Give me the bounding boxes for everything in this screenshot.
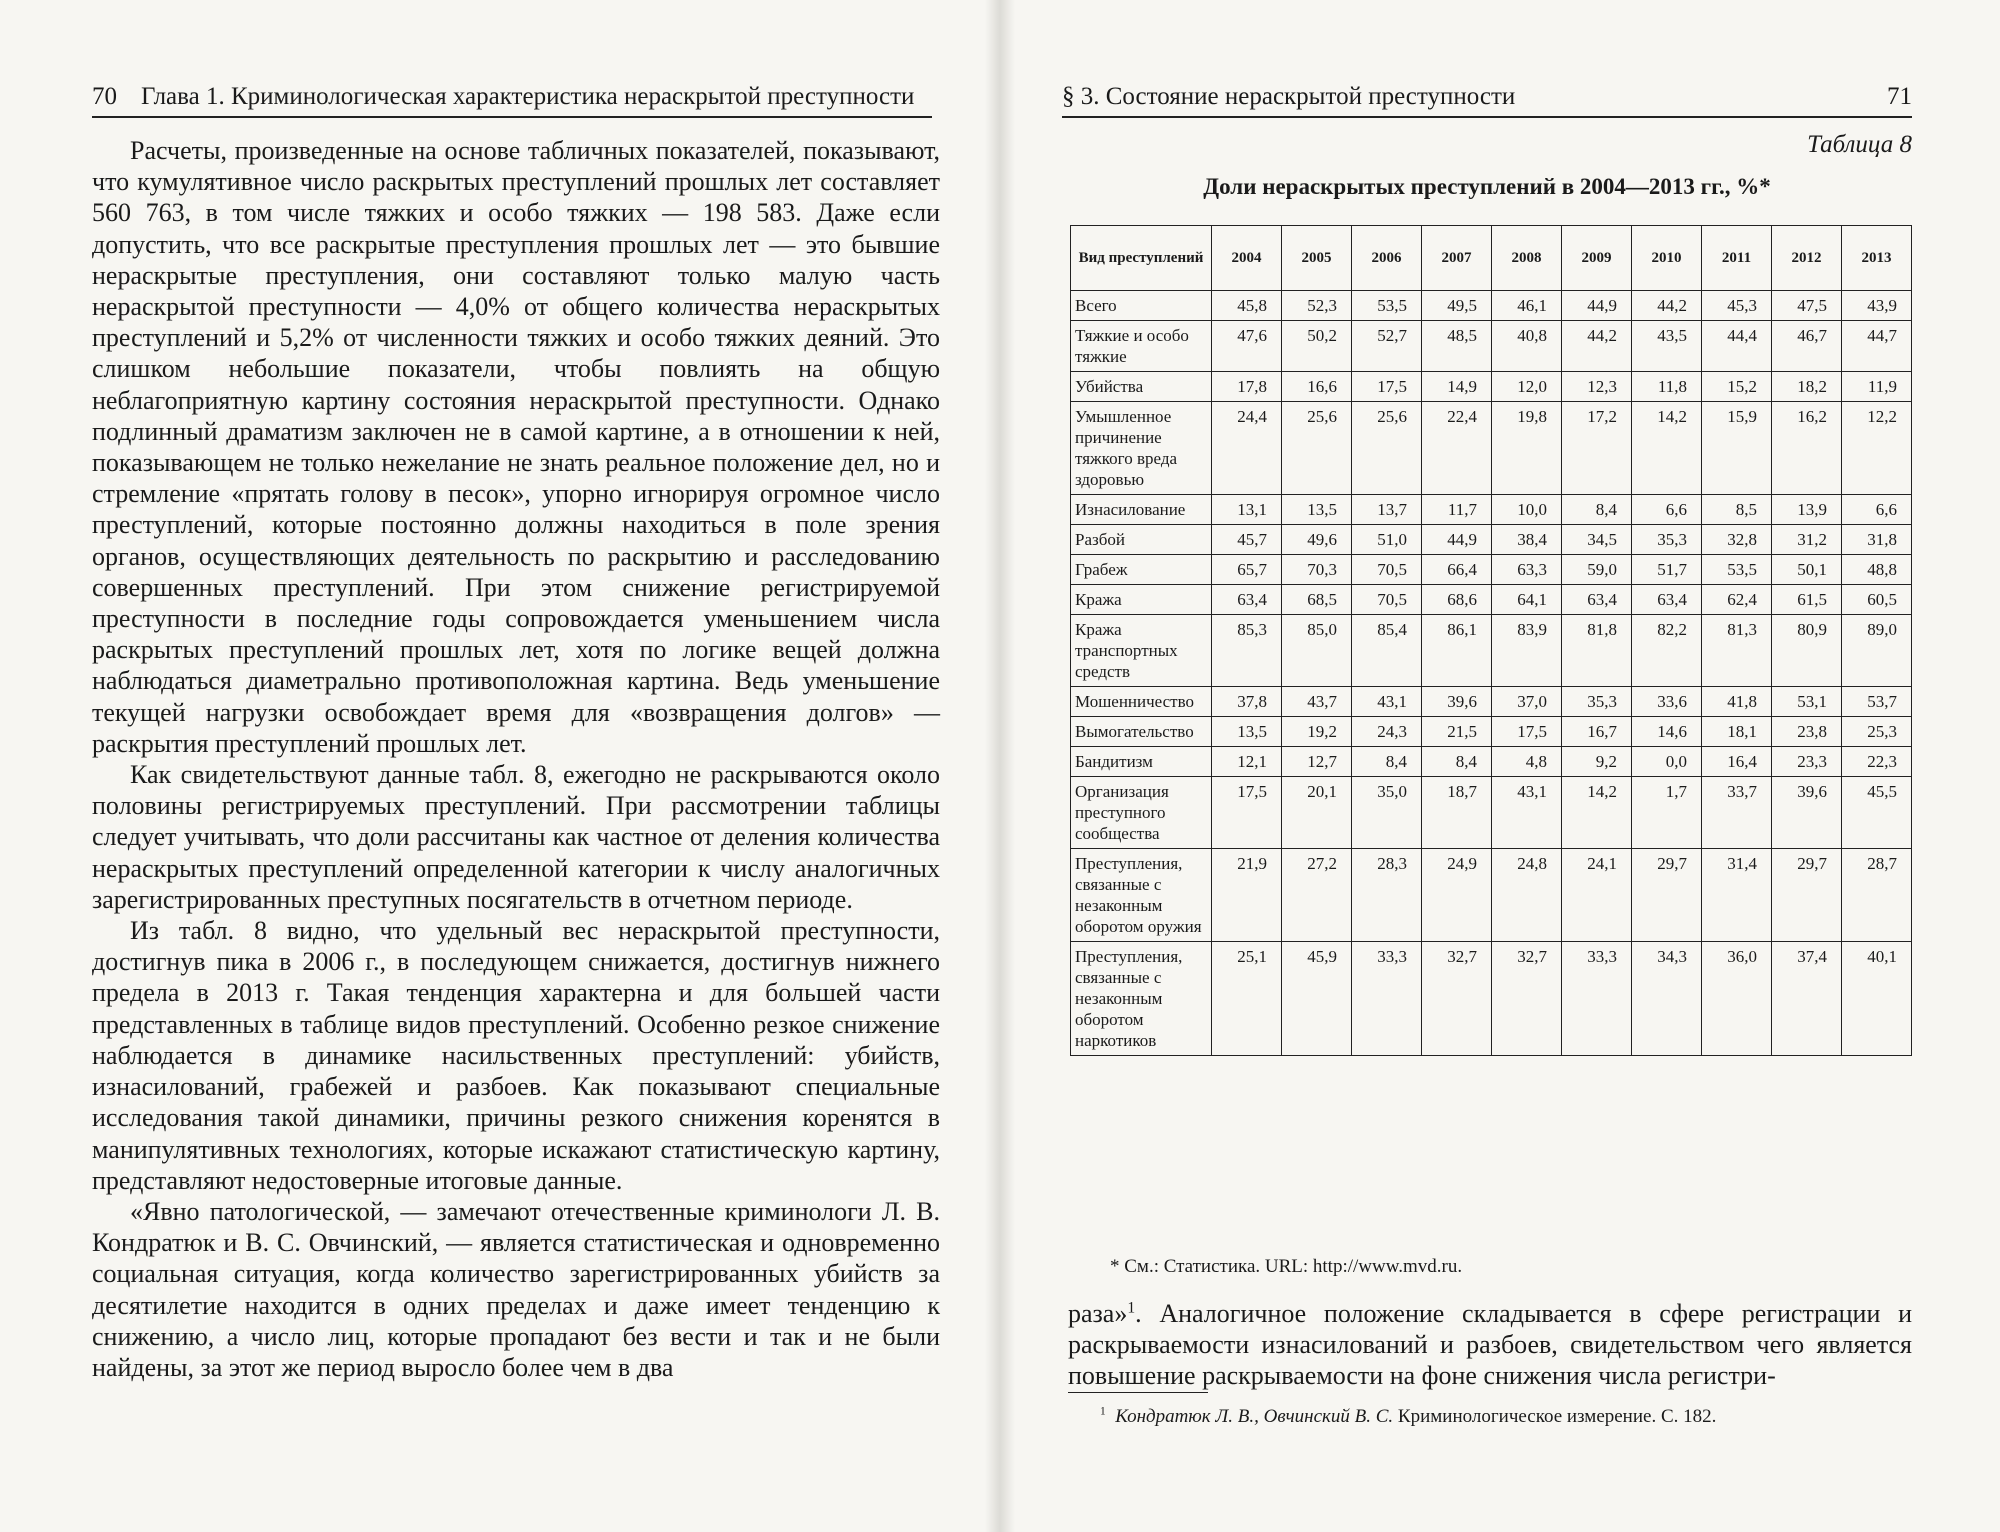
row-category: Тяжкие и особо тяжкие [1071,321,1212,372]
table-cell: 17,5 [1492,717,1562,747]
table-cell: 17,5 [1212,777,1282,849]
row-category: Организация преступного сообщества [1071,777,1212,849]
table-row [1071,585,1912,615]
table-cell: 13,1 [1212,495,1282,525]
left-page-number: 70 [92,83,117,110]
table-cell: 6,6 [1842,495,1912,525]
table-cell: 53,5 [1352,291,1422,321]
column-header: 2006 [1352,226,1422,291]
column-header: 2011 [1702,226,1772,291]
table-cell: 14,2 [1562,777,1632,849]
table-cell: 17,8 [1212,372,1282,402]
table-cell: 22,3 [1842,747,1912,777]
table-cell: 48,8 [1842,555,1912,585]
table-cell: 37,8 [1212,687,1282,717]
table-cell: 13,5 [1282,495,1352,525]
row-category: Умышленное причинение тяжкого вреда здоровью [1071,402,1212,495]
table-cell: 33,3 [1352,942,1422,1056]
table-cell: 15,9 [1702,402,1772,495]
paragraph [1068,1298,1912,1392]
table-cell: 11,9 [1842,372,1912,402]
paragraph: Из табл. 8 видно, что удельный вес нераскрытой преступности, достигнув пика в 2006 г., в последующем снижается, достигнув нижнего предела в 2013 г. Такая тенденция характерна и для большей части представленных в таблице видов преступлений. Особенно резкое снижение наблюдается в динамике насильственных преступлений: убийств, изнасилований, грабежей и разбоев. Как показывают специальные исследования такой динамики, причины резкого снижения коренятся в манипулятивных технологиях, которые искажают статистическую картину, представляют недостоверные итоговые данные. [92,916,940,1195]
table-cell: 44,9 [1422,525,1492,555]
table-cell: 43,5 [1632,321,1702,372]
table-cell: 32,8 [1702,525,1772,555]
table-cell: 16,7 [1562,717,1632,747]
table-cell: 1,7 [1632,777,1702,849]
table-cell: 34,3 [1632,942,1702,1056]
row-category: Разбой [1071,525,1212,555]
continuation-text: раза» [1068,1299,1128,1328]
table-cell: 80,9 [1772,615,1842,687]
row-category: Кража транспортных средств [1071,615,1212,687]
table-cell: 8,4 [1422,747,1492,777]
table-cell: 24,4 [1212,402,1282,495]
table-row [1071,402,1912,495]
row-category: Бандитизм [1071,747,1212,777]
table-cell: 63,4 [1562,585,1632,615]
right-page-number: 71 [1887,83,1912,110]
table-cell: 19,8 [1492,402,1562,495]
table-cell: 45,5 [1842,777,1912,849]
table-cell: 40,1 [1842,942,1912,1056]
table-cell: 28,3 [1352,849,1422,942]
row-category: Преступления, связанные с незаконным оборотом наркотиков [1071,942,1212,1056]
table-cell: 45,8 [1212,291,1282,321]
table-cell: 34,5 [1562,525,1632,555]
table-cell: 21,9 [1212,849,1282,942]
table-cell: 44,2 [1632,291,1702,321]
chapter-title: Глава 1. Криминологическая характеристика нераскрытой преступности [141,83,915,110]
column-header: 2008 [1492,226,1562,291]
table-cell: 25,3 [1842,717,1912,747]
row-category: Вымогательство [1071,717,1212,747]
table-cell: 38,4 [1492,525,1562,555]
table-cell: 50,1 [1772,555,1842,585]
table-cell: 14,9 [1422,372,1492,402]
table-cell: 52,7 [1352,321,1422,372]
table-cell: 85,4 [1352,615,1422,687]
table-cell: 81,3 [1702,615,1772,687]
table-row [1071,291,1912,321]
table-body [1071,291,1912,1056]
table-cell: 59,0 [1562,555,1632,585]
table-cell: 45,7 [1212,525,1282,555]
table-cell: 82,2 [1632,615,1702,687]
column-header: 2005 [1282,226,1352,291]
table-cell: 81,8 [1562,615,1632,687]
table-cell: 49,6 [1282,525,1352,555]
table-cell: 40,8 [1492,321,1562,372]
column-header: 2007 [1422,226,1492,291]
table-cell: 41,8 [1702,687,1772,717]
continuation-rest: . Аналогичное положение складывается в сфере регистрации и раскрываемости изнасилований и разбоев, свидетельством чего является повышение раскрываемости на фоне снижения числа регистри- [1068,1299,1912,1391]
table-cell: 32,7 [1492,942,1562,1056]
table-row [1071,372,1912,402]
table-cell: 63,4 [1212,585,1282,615]
row-category: Мошенничество [1071,687,1212,717]
table-cell: 45,3 [1702,291,1772,321]
table-cell: 70,3 [1282,555,1352,585]
table-cell: 29,7 [1632,849,1702,942]
table-cell: 39,6 [1422,687,1492,717]
table-cell: 89,0 [1842,615,1912,687]
row-category: Преступления, связанные с незаконным оборотом оружия [1071,849,1212,942]
footnote-authors: Кондратюк Л. В., Овчинский В. С. [1115,1406,1394,1427]
table-cell: 51,7 [1632,555,1702,585]
table-cell: 13,5 [1212,717,1282,747]
table-cell: 12,2 [1842,402,1912,495]
table-cell: 35,0 [1352,777,1422,849]
table-header-row [1071,226,1912,291]
footnote-divider [1068,1392,1208,1393]
table-cell: 16,4 [1702,747,1772,777]
table-cell: 25,6 [1282,402,1352,495]
footnote-marker: 1 [1100,1405,1106,1418]
column-header: 2012 [1772,226,1842,291]
row-category: Убийства [1071,372,1212,402]
table-cell: 33,3 [1562,942,1632,1056]
table-label: Таблица 8 [1807,131,1912,158]
table-cell: 12,1 [1212,747,1282,777]
table-cell: 13,9 [1772,495,1842,525]
table-cell: 66,4 [1422,555,1492,585]
table-cell: 43,1 [1352,687,1422,717]
column-header: 2009 [1562,226,1632,291]
footnote [1100,1405,1912,1429]
paragraph: Расчеты, произведенные на основе табличных показателей, показывают, что кумулятивное число раскрытых преступлений прошлых лет составляет 560 763, в том числе тяжких и особо тяжких — 198 583. Даже если допустить, что все раскрытые преступления прошлых лет — это бывшие нераскрытые преступления, они составляют только малую часть нераскрытой преступности — 4,0% от общего количества нераскрытых преступлений и 5,2% от численности тяжких и особо тяжких деяний. Это слишком небольшие показатели, чтобы повлиять на общую неблагоприятную картину состояния нераскрытой преступности. Однако подлинный драматизм заключен не в самой картине, а в отношении к ней, показывающем не только нежелание не знать реальное положение дел, но и стремление «прятать голову в песок», упорно игнорируя огромное число преступлений, которые постоянно должны находиться в поле зрения органов, осуществляющих деятельность по раскрытию и расследованию совершенных преступлений. При этом снижение регистрируемой преступности в последние годы сопровождается уменьшением числа раскрытых преступлений прошлых лет, хотя по логике вещей должна наблюдаться диаметрально противоположная картина. Ведь уменьшение текущей нагрузки освобождает время для «возвращения долгов» — раскрытия преступлений прошлых лет. [92,136,940,758]
table-cell: 25,6 [1352,402,1422,495]
table-cell: 23,3 [1772,747,1842,777]
table-row [1071,942,1912,1056]
row-category: Всего [1071,291,1212,321]
table-cell: 43,9 [1842,291,1912,321]
table-cell: 31,2 [1772,525,1842,555]
table-cell: 63,4 [1632,585,1702,615]
table-cell: 35,3 [1562,687,1632,717]
table-cell: 86,1 [1422,615,1492,687]
table-cell: 31,4 [1702,849,1772,942]
table-cell: 68,5 [1282,585,1352,615]
table-cell: 29,7 [1772,849,1842,942]
table-cell: 43,1 [1492,777,1562,849]
table-cell: 51,0 [1352,525,1422,555]
table-source-note: * См.: Статистика. URL: http://www.mvd.ru. [1110,1256,1463,1277]
table-cell: 13,7 [1352,495,1422,525]
table-cell: 61,5 [1772,585,1842,615]
table-cell: 46,7 [1772,321,1842,372]
table-cell: 35,3 [1632,525,1702,555]
row-category: Грабеж [1071,555,1212,585]
table-cell: 36,0 [1702,942,1772,1056]
table-cell: 4,8 [1492,747,1562,777]
table-cell: 16,2 [1772,402,1842,495]
table-cell: 24,8 [1492,849,1562,942]
table-cell: 16,6 [1282,372,1352,402]
table-cell: 52,3 [1282,291,1352,321]
table-cell: 0,0 [1632,747,1702,777]
table-cell: 17,5 [1352,372,1422,402]
table-cell: 22,4 [1422,402,1492,495]
table-cell: 17,2 [1562,402,1632,495]
table-cell: 85,0 [1282,615,1352,687]
table-cell: 50,2 [1282,321,1352,372]
column-header: 2013 [1842,226,1912,291]
section-title: § 3. Состояние нераскрытой преступности [1062,83,1516,110]
table-cell: 18,2 [1772,372,1842,402]
left-body-text [92,135,940,1383]
table-cell: 63,3 [1492,555,1562,585]
table-cell: 49,5 [1422,291,1492,321]
crime-stats-table [1070,225,1912,1056]
table-cell: 14,2 [1632,402,1702,495]
table-cell: 60,5 [1842,585,1912,615]
table-cell: 47,6 [1212,321,1282,372]
table-cell: 23,8 [1772,717,1842,747]
table-cell: 31,8 [1842,525,1912,555]
table-cell: 32,7 [1422,942,1492,1056]
left-running-head [92,82,932,118]
table-row [1071,777,1912,849]
table-row [1071,615,1912,687]
table-row [1071,525,1912,555]
table-cell: 8,4 [1352,747,1422,777]
table-cell: 25,1 [1212,942,1282,1056]
table-cell: 70,5 [1352,555,1422,585]
table-cell: 18,1 [1702,717,1772,747]
table-cell: 28,7 [1842,849,1912,942]
table-cell: 70,5 [1352,585,1422,615]
paragraph: «Явно патологической, — замечают отечественные криминологи Л. В. Кондратюк и В. С. Овчинский, — является статистическая и одновременно социальная ситуация, когда количество зарегистрированных убийств за десятилетие находится в одних пределах и даже имеет тенденцию к снижению, а число лиц, которые пропадают без вести и так и не были найдены, за этот же период выросло более чем в два [92,1196,940,1382]
row-category: Изнасилование [1071,495,1212,525]
right-running-head [1062,82,1912,118]
table-row [1071,495,1912,525]
table-cell: 46,1 [1492,291,1562,321]
table-cell: 21,5 [1422,717,1492,747]
table-cell: 62,4 [1702,585,1772,615]
table-cell: 24,9 [1422,849,1492,942]
footnote-text: Криминологическое измерение. С. 182. [1397,1406,1717,1427]
footnote-ref: 1 [1127,1299,1136,1317]
table-cell: 53,5 [1702,555,1772,585]
table-cell: 53,7 [1842,687,1912,717]
table-cell: 12,7 [1282,747,1352,777]
table-cell: 85,3 [1212,615,1282,687]
table-row [1071,717,1912,747]
table-cell: 65,7 [1212,555,1282,585]
table-cell: 44,7 [1842,321,1912,372]
table-cell: 47,5 [1772,291,1842,321]
table-row [1071,687,1912,717]
table-cell: 8,5 [1702,495,1772,525]
table-cell: 64,1 [1492,585,1562,615]
table-cell: 18,7 [1422,777,1492,849]
column-header: 2004 [1212,226,1282,291]
table-cell: 20,1 [1282,777,1352,849]
table-cell: 15,2 [1702,372,1772,402]
table-cell: 27,2 [1282,849,1352,942]
table-cell: 39,6 [1772,777,1842,849]
table-cell: 24,3 [1352,717,1422,747]
row-category: Кража [1071,585,1212,615]
table-cell: 83,9 [1492,615,1562,687]
column-header: 2010 [1632,226,1702,291]
table-cell: 11,7 [1422,495,1492,525]
table-cell: 33,6 [1632,687,1702,717]
table-row [1071,321,1912,372]
table-cell: 24,1 [1562,849,1632,942]
table-cell: 6,6 [1632,495,1702,525]
table-cell: 37,4 [1772,942,1842,1056]
table-cell: 12,0 [1492,372,1562,402]
table-cell: 8,4 [1562,495,1632,525]
right-body-text [1068,1298,1912,1392]
table-cell: 53,1 [1772,687,1842,717]
paragraph: Как свидетельствуют данные табл. 8, ежегодно не раскрываются около половины регистрируемых преступлений. При рассмотрении таблицы следует учитывать, что доли рассчитаны как частное от деления количества нераскрытых преступлений определенной категории к числу аналогичных зарегистрированных преступных посягательств в отчетном периоде. [92,760,940,914]
table-cell: 10,0 [1492,495,1562,525]
table-cell: 43,7 [1282,687,1352,717]
table-row [1071,747,1912,777]
table-cell: 44,2 [1562,321,1632,372]
table-cell: 45,9 [1282,942,1352,1056]
book-gutter [985,0,1015,1532]
table-cell: 44,9 [1562,291,1632,321]
table-cell: 9,2 [1562,747,1632,777]
table-cell: 11,8 [1632,372,1702,402]
table-row [1071,849,1912,942]
table-cell: 68,6 [1422,585,1492,615]
table-title: Доли нераскрытых преступлений в 2004—2013 гг., %* [1203,174,1771,199]
table-cell: 48,5 [1422,321,1492,372]
table-cell: 14,6 [1632,717,1702,747]
table-row [1071,555,1912,585]
table-cell: 19,2 [1282,717,1352,747]
table-cell: 12,3 [1562,372,1632,402]
table-cell: 37,0 [1492,687,1562,717]
table-cell: 44,4 [1702,321,1772,372]
column-header: Вид преступлений [1071,226,1212,291]
table-cell: 33,7 [1702,777,1772,849]
